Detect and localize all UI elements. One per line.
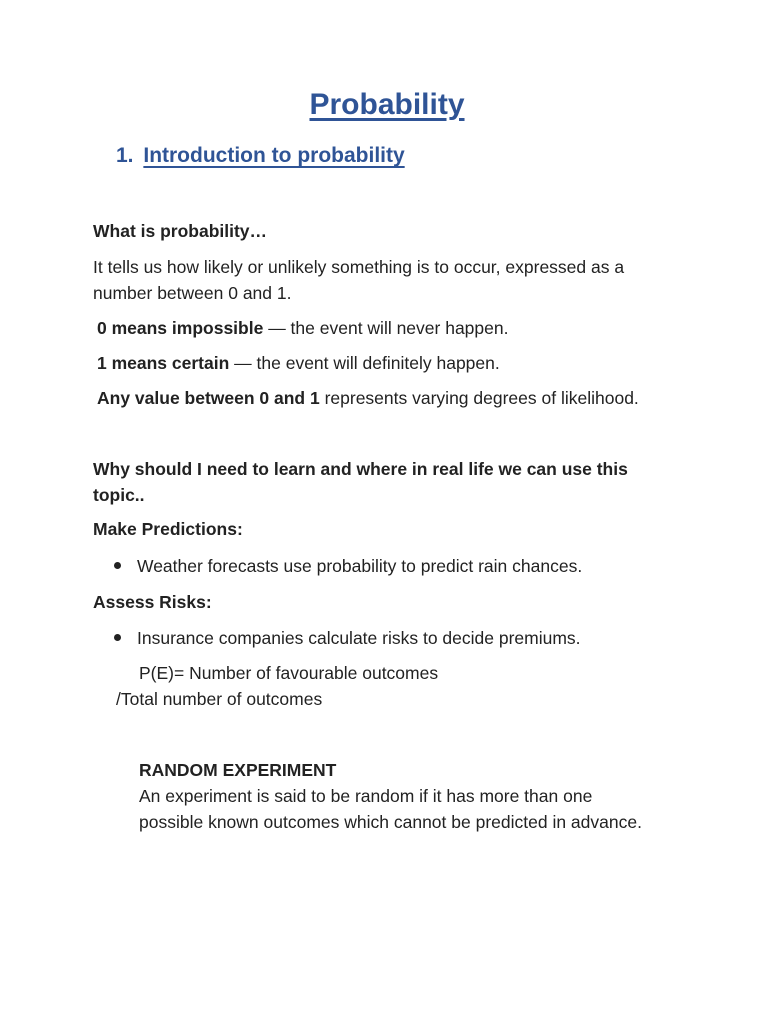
list-item <box>114 553 582 579</box>
between-rest: represents varying degrees of likelihood. <box>319 388 639 408</box>
impossible-line <box>97 315 697 341</box>
formula-line-1: P(E)= Number of favourable outcomes <box>139 663 439 683</box>
predictions-bullet-text: Weather forecasts use probability to predict rain chances. <box>137 556 583 576</box>
why-heading: Why should I need to learn and where in real life we can use this topic.. <box>93 459 628 505</box>
list-item <box>114 625 581 651</box>
page-title-text: Probability <box>309 88 465 121</box>
random-heading: RANDOM EXPERIMENT <box>139 760 337 780</box>
section-heading-text: Introduction to probability <box>143 144 405 167</box>
between-line <box>97 385 717 411</box>
certain-bold: 1 means certain <box>97 353 230 373</box>
bullet-icon <box>114 562 121 569</box>
certain-rest: — the event will definitely happen. <box>229 353 500 373</box>
impossible-bold: 0 means impossible <box>97 318 264 338</box>
risks-heading: Assess Risks: <box>93 592 212 612</box>
impossible-rest: — the event will never happen. <box>263 318 509 338</box>
predictions-heading: Make Predictions: <box>93 519 243 539</box>
risks-bullet-text: Insurance companies calculate risks to decide premiums. <box>137 628 581 648</box>
page-title <box>0 88 768 122</box>
what-heading: What is probability… <box>93 221 268 241</box>
certain-line <box>97 350 697 376</box>
section-heading <box>116 144 405 168</box>
random-text: An experiment is said to be random if it has more than one possible known outcomes which cannot be predicted in advance. <box>139 786 642 832</box>
bullet-icon <box>114 634 121 641</box>
between-bold: Any value between 0 and 1 <box>97 388 320 408</box>
formula-line-2: /Total number of outcomes <box>116 689 323 709</box>
section-number: 1. <box>116 144 134 167</box>
what-intro: It tells us how likely or unlikely something is to occur, expressed as a number between 0 and 1. <box>93 257 625 303</box>
